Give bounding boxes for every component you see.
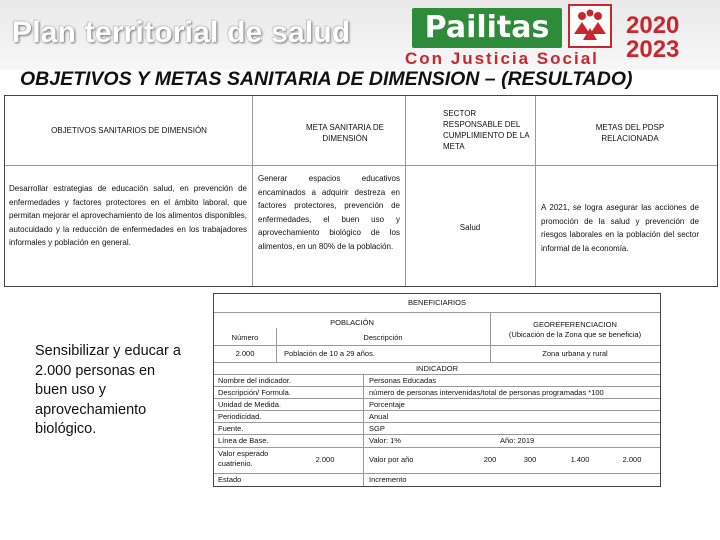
indicator-row-label: Periodicidad. [218, 412, 262, 421]
header-objectives: OBJETIVOS SANITARIOS DE DIMENSIÓN [51, 126, 207, 135]
per-year-value: 200 [483, 455, 497, 464]
expected-value: 2.000 [315, 455, 335, 464]
indicator-row-label: Fuente. [218, 424, 244, 433]
indicator-row-value: Porcentaje [369, 400, 405, 409]
beneficiaries-title: BENEFICIARIOS [408, 298, 466, 307]
indicator-title: INDICADOR [415, 364, 459, 373]
base-year: Año: 2019 [500, 436, 535, 445]
indicator-row-label: Unidad de Medida. [218, 400, 281, 409]
geo-sublabel: (Ubicación de la Zona que se beneficia) [508, 330, 642, 339]
indicator-row-value: Anual [369, 412, 389, 421]
number-label: Número [231, 333, 259, 342]
per-year-value: 300 [523, 455, 537, 464]
header-meta: META SANITARIA DE DIMENSIÓN [306, 123, 384, 143]
page-title: OBJETIVOS Y METAS SANITARIA DE DIMENSION – (RESULTADO) [20, 68, 633, 90]
logo-wordmark: Pailitas [424, 10, 550, 45]
per-year-label: Valor por año [369, 455, 414, 464]
status-value: Incremento [369, 475, 407, 484]
description-value: Población de 10 a 29 años. [284, 349, 375, 358]
header-pdsp: METAS DEL PDSP RELACIONADA [595, 123, 665, 143]
population-label: POBLACIÓN [330, 318, 374, 327]
pdsp-text: A 2021, se logra asegurar las acciones de promoción de la salud y prevención de riesgos laborales en la población del sector informal de la economía. [541, 203, 699, 253]
geo-value: Zona urbana y rural [542, 349, 608, 358]
per-year-value: 1.400 [570, 455, 590, 464]
indicator-row-value: número de personas intervenidas/total de personas programadas *100 [369, 388, 604, 397]
per-year-value: 2.000 [622, 455, 642, 464]
base-value: Valor: 1% [369, 436, 401, 445]
number-value: 2.000 [235, 349, 255, 358]
indicator-row-value: Personas Educadas [369, 376, 437, 385]
people-emblem-icon [568, 4, 612, 48]
base-label: Línea de Base. [218, 436, 269, 445]
objective-text: Desarrollar estrategias de educación salud, en prevención de enfermedades y factores protectores en el ámbito laboral, que permitan mejorar el aprovechamiento de los alimentos disponibles, autocuidado y la reducción de enfermedades en los trabajadores informales y población en general. [9, 184, 247, 247]
status-label: Estado [218, 475, 242, 484]
year-start: 2020 [626, 12, 680, 39]
side-goal-text: Sensibilizar y educar a 2.000 personas en buen uso y aprovechamiento biológico. [35, 343, 181, 437]
logo-slogan: Con Justicia Social [405, 49, 599, 68]
pailitas-logo [412, 8, 562, 48]
header-sector: SECTOR RESPONSABLE DEL CUMPLIMIENTO DE LA META [443, 109, 530, 151]
expected-label: Valor esperado cuatrienio. [218, 449, 269, 468]
geo-label: GEOREFERENCIACION [533, 320, 617, 329]
year-end: 2023 [626, 36, 680, 63]
plan-title: Plan territorial de salud [12, 16, 351, 49]
indicator-row-value: SGP [369, 424, 385, 433]
meta-text: Generar espacios educativos encaminados a adquirir destreza en factores protectores, prevención de enfermedades, el buen uso y aprovechamiento biológico de los alimentos, en un 80% de la población. [258, 174, 400, 251]
indicator-row-label: Nombre del indicador. [218, 376, 291, 385]
indicator-row-label: Descripción/ Formula. [218, 388, 291, 397]
sector-text: Salud [459, 223, 481, 232]
description-label: Descripción [363, 333, 403, 342]
